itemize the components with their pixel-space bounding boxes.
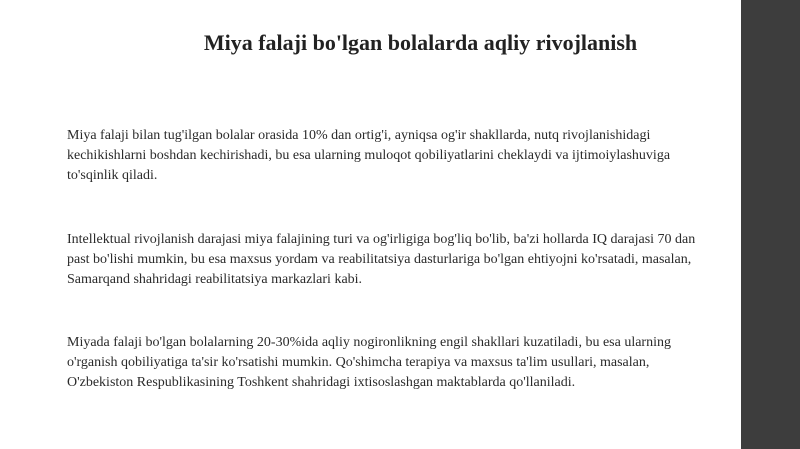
decorative-sidebar xyxy=(741,0,800,449)
paragraph-line: o'rganish qobiliyatiga ta'sir ko'rsatishi mumkin. Qo'shimcha terapiya va maxsus ta'lim usullari, masalan, xyxy=(67,355,650,370)
paragraph-intellectual-disability xyxy=(67,333,757,393)
paragraph-line: O'zbekiston Respublikasining Toshkent shahridagi ixtisoslashgan maktablarda qo'llaniladi. xyxy=(67,375,576,390)
paragraph-line: Intellektual rivojlanish darajasi miya falajining turi va og'irligiga bog'liq bo'lib, ba'zi hollarda IQ darajasi 70 dan xyxy=(67,232,696,247)
paragraph-line: to'sqinlik qiladi. xyxy=(67,168,158,183)
paragraph-line: Miya falaji bilan tug'ilgan bolalar orasida 10% dan ortig'i, ayniqsa og'ir shakllarda, nutq rivojlanishidagi xyxy=(67,128,651,143)
paragraph-line: Miyada falaji bo'lgan bolalarning 20-30%ida aqliy nogironlikning engil shakllari kuzatiladi, bu esa ularning xyxy=(67,335,671,350)
paragraph-line: past bo'lishi mumkin, bu esa maxsus yordam va reabilitatsiya dasturlariga bo'lgan ehtiyojni ko'rsatadi, masalan, xyxy=(67,252,692,267)
paragraph-intellectual-development xyxy=(67,230,757,290)
paragraph-speech-delay xyxy=(67,126,757,186)
paragraph-line: Samarqand shahridagi reabilitatsiya markazlari kabi. xyxy=(67,272,363,287)
paragraph-line: kechikishlarni boshdan kechirishadi, bu esa ularning muloqot qobiliyatlarini cheklaydi va ijtimoiylashuviga xyxy=(67,148,671,163)
slide-title: Miya falaji bo'lgan bolalarda aqliy rivojlanish xyxy=(203,30,638,55)
